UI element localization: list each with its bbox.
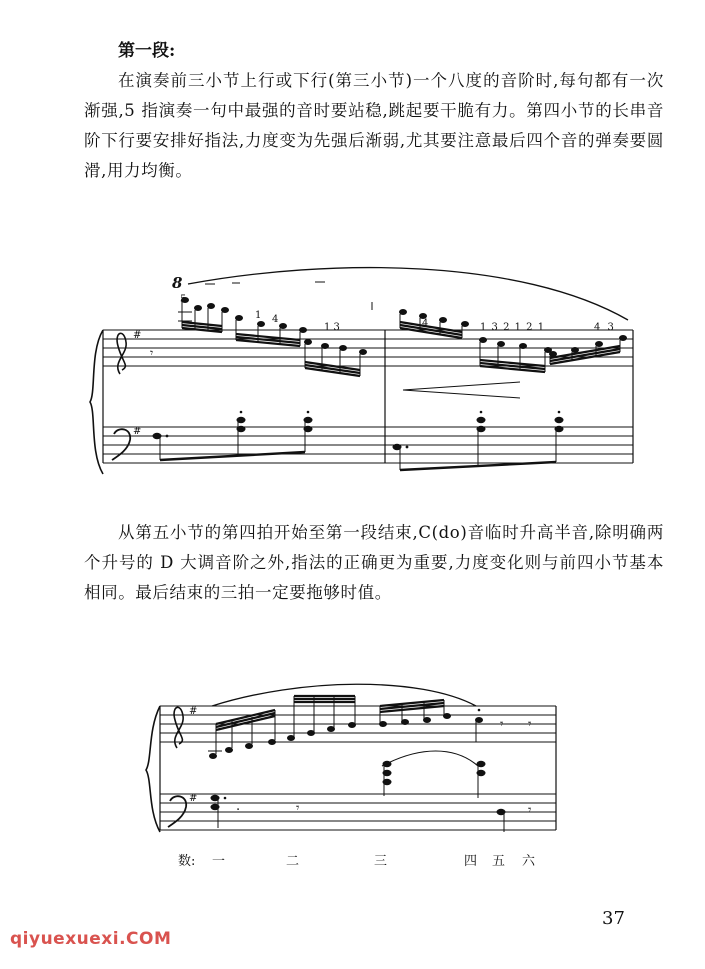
count-prefix: 数:: [178, 854, 196, 869]
paragraph-1: 在演奏前三小节上行或下行(第三小节)一个八度的音阶时,每句都有一次渐强,5 指演奏一句中最强的音时要站稳,跳起要干脆有力。第四小节的长串音阶下行要安排好指法,力度变为先强后渐弱,尤其要注意最后四个音的弹奏要圆滑,用力均衡。: [84, 71, 664, 180]
count-6: 六: [522, 854, 536, 869]
count-2: 二: [286, 854, 300, 869]
paragraph-2: 从第五小节的第四拍开始至第一段结束,C(do)音临时升高半音,除明确两个升号的 D 大调音阶之外,指法的正确更为重要,力度变化则与前四小节基本相同。最后结束的三拍一定要拖够时值。: [84, 523, 664, 602]
svg-text:𝄾: 𝄾: [150, 346, 154, 360]
svg-text:𝄾: 𝄾: [528, 803, 532, 818]
beat-count-labels: [178, 850, 558, 868]
count-1: 一: [212, 854, 226, 869]
svg-text:#: #: [189, 793, 198, 804]
section-title: 第一段:: [118, 41, 176, 61]
svg-text:𝄾: 𝄾: [296, 801, 300, 816]
fingering-6: 1 3 2 1 2 1: [480, 322, 545, 333]
count-4: 四: [464, 854, 478, 869]
fingering-7: 4 3: [594, 322, 614, 333]
fingering-2: 1: [255, 310, 262, 321]
svg-text:𝄾: 𝄾: [500, 717, 504, 732]
fingering-1: 5: [180, 294, 187, 305]
svg-text:.: .: [236, 799, 241, 814]
svg-text:#: #: [189, 706, 198, 717]
svg-text:#: #: [133, 426, 142, 437]
page-number: 37: [602, 908, 625, 929]
watermark-logo: qiyuexuexi.COM: [10, 929, 172, 949]
fingering-5: 4: [422, 318, 429, 329]
count-5: 五: [492, 854, 506, 869]
score-excerpt-2: [0, 680, 705, 850]
octave-mark: 8: [172, 274, 183, 292]
fingering-3: 4: [272, 314, 279, 325]
svg-text:𝄾: 𝄾: [528, 717, 532, 732]
fingering-4: 1 3: [324, 322, 340, 333]
count-3: 三: [374, 854, 388, 869]
score-excerpt-1: [0, 262, 705, 487]
svg-text:#: #: [133, 330, 142, 341]
